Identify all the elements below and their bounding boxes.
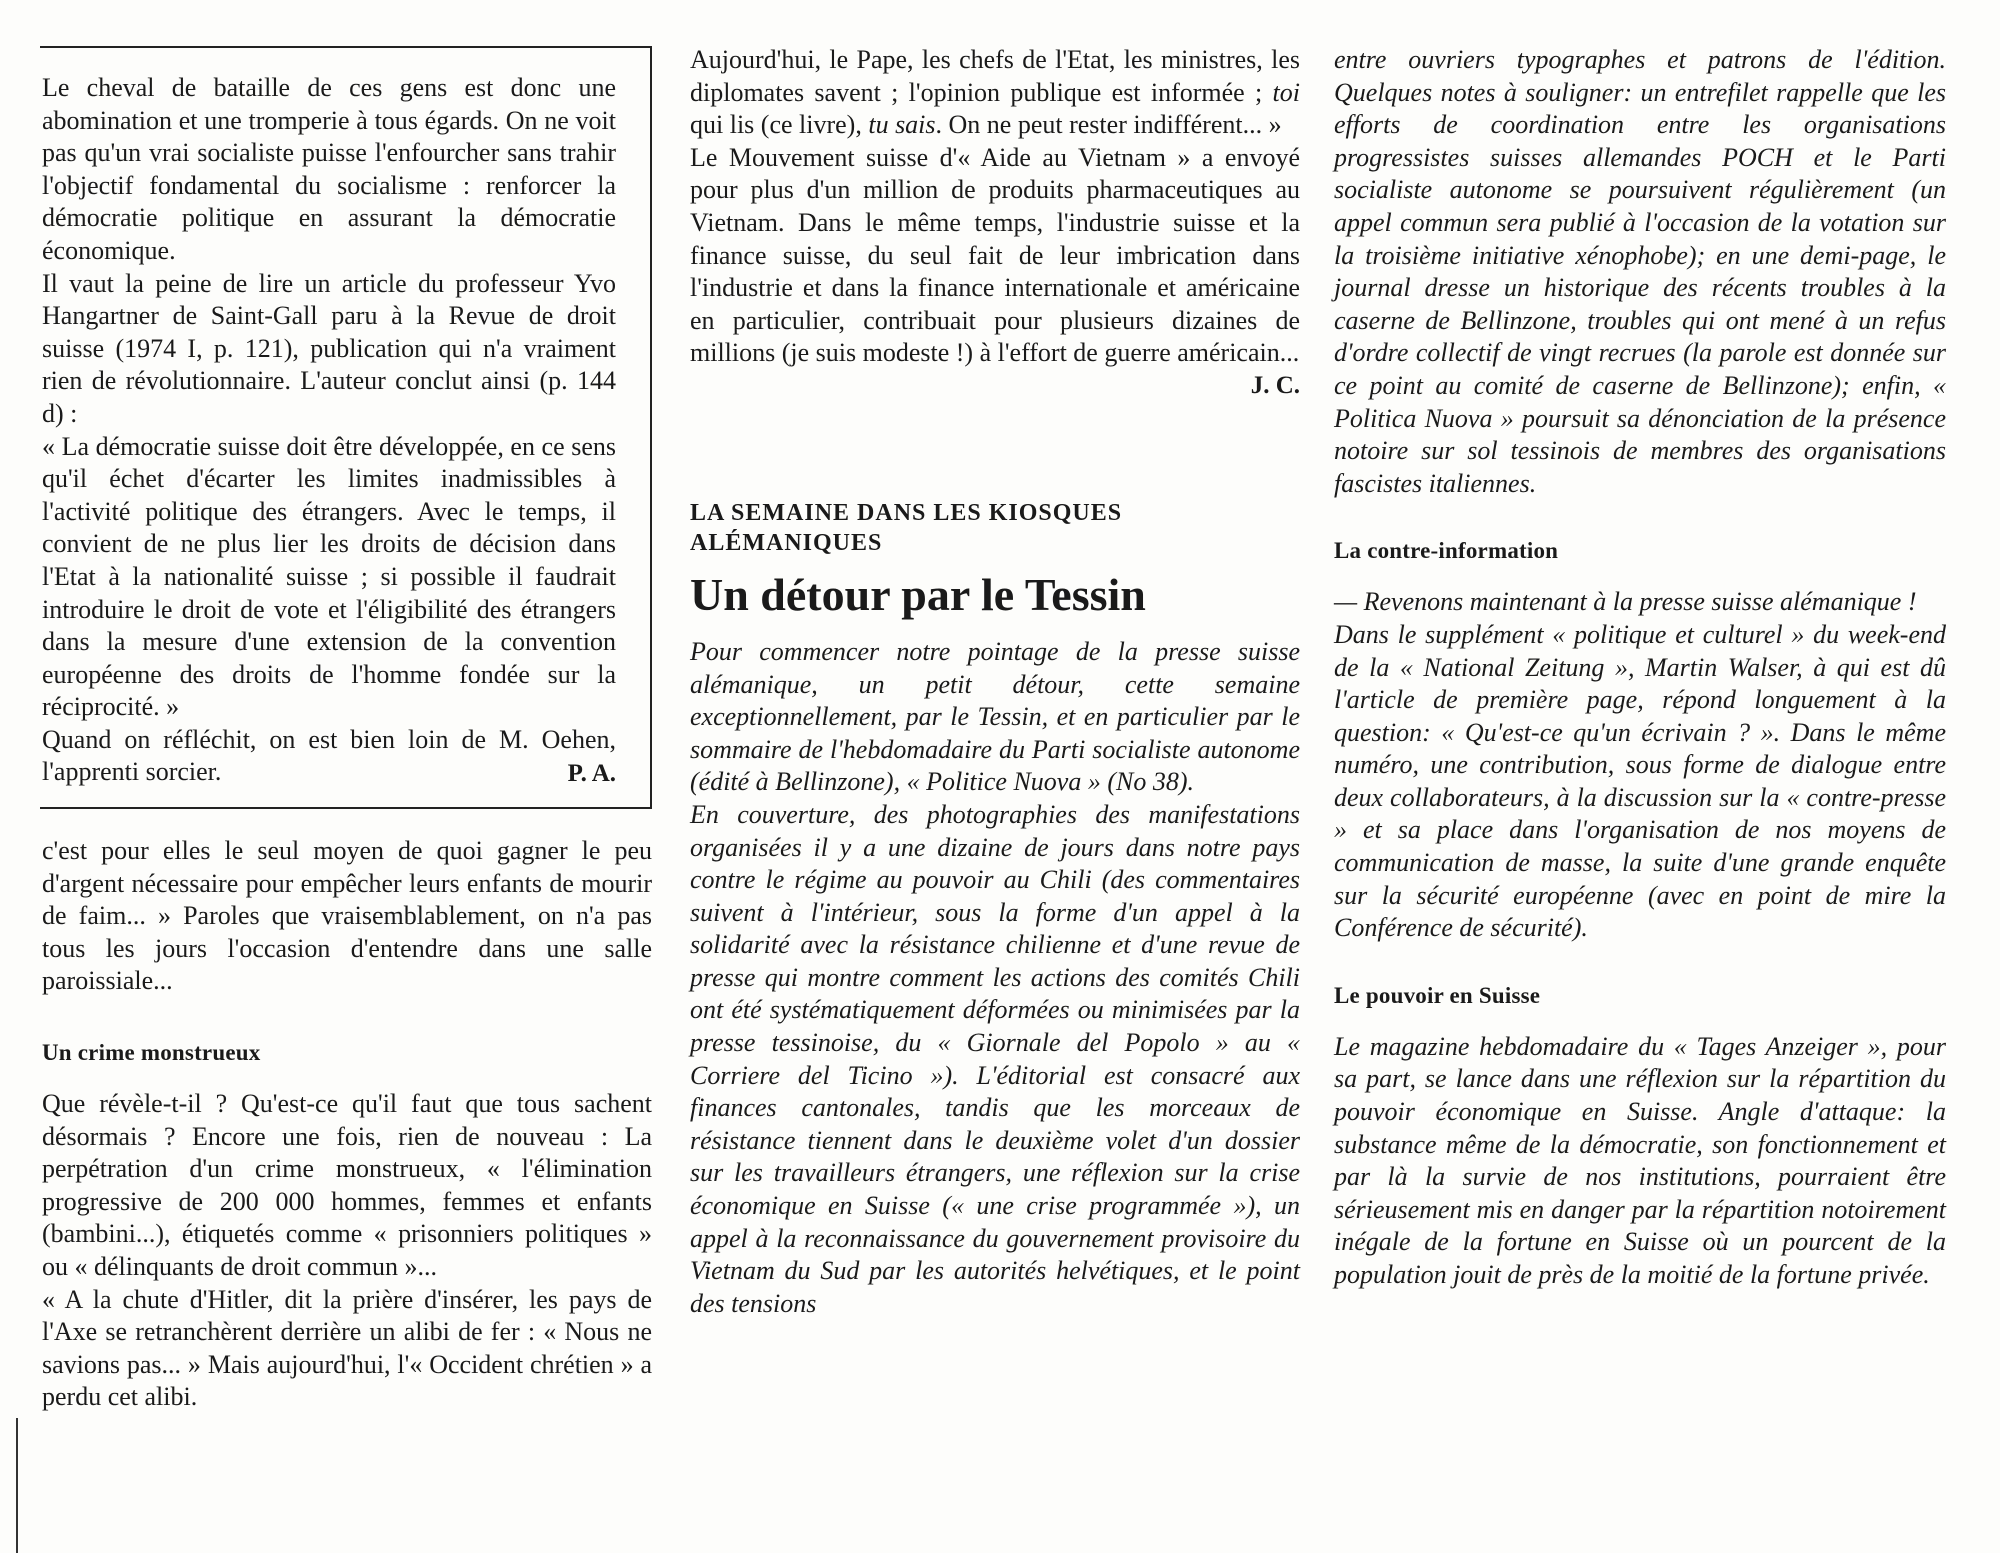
intro-paragraph-2: Le Mouvement suisse d'« Aide au Vietnam » a envoyé pour plus d'un million de produits pharmaceutiques au Vietnam. Dans le même temps, l'industrie suisse et la finance suisse, du seul fait de leur imbrication dans l'industrie et dans la finance internationale et américaine en particulier, contribuait pour plusieurs dizaines de millions (je suis modeste !) à l'effort de guerre américain... (690, 142, 1300, 368)
contre-info-paragraph-2: Dans le supplément « politique et culturel » du week-end de la « National Zeitung », Martin Walser, à qui est dû l'article de première page, répond longuement à la question: « Qu'est-ce qu'un écrivain ? ». Dans le même numéro, une contribution, sous forme de dialogue entre deux collaborateurs, à la discussion sur la « contre-presse » et sa place dans l'organisation de nos moyens de communication de masse, la suite d'une grande enquête sur la sécurité européenne (avec en point de mire la Conférence de sécurité). (1334, 619, 1946, 943)
intro-paragraph-1 (690, 44, 1300, 142)
article-body: En couverture, des photographies des manifestations organisées il y a une dizaine de jours dans notre pays contre le régime au pouvoir au Chili (des commentaires suivent à l'intérieur, sous la forme d'un appel à la solidarité avec la résistance chilienne et d'une revue de presse qui montre comment les actions des comités Chili ont été systématiquement déformées ou minimisées par la presse tessinoise, du « Giornale del Popolo » au « Corriere del Ticino »). L'éditorial est consacré aux finances cantonales, tandis que les morceaux de résistance tiennent dans le deuxième volet d'un dossier sur les travailleurs étrangers, une réflexion sur la crise économique en Suisse (« une crise programmée »), un appel à la reconnaissance du gouvernement provisoire du Vietnam du Sud par les autorités helvétiques, et le point des tensions (690, 799, 1300, 1318)
intro-text-tusais: tu sais (868, 110, 936, 140)
intro-text-toi: toi (1272, 77, 1300, 107)
box-paragraph-2: Il vaut la peine de lire un article du professeur Yvo Hangartner de Saint-Gall paru à la Revue de droit suisse (1974 I, p. 121), publication qui n'a vraiment rien de révolutionnaire. L'auteur conclut ainsi (p. 144 d) : (42, 268, 616, 428)
crime-paragraph-1: Que révèle-t-il ? Qu'est-ce qu'il faut que tous sachent désormais ? Encore une fois, rien de nouveau : La perpétration d'un crime monstrueux, « l'élimination progressive de 200 000 hommes, femmes et enfants (bambini...), étiquetés comme « prisonniers politiques » ou « délinquants de droit commun »... (42, 1089, 652, 1281)
article-lead: Pour commencer notre pointage de la presse suisse alémanique, un petit détour, cette semaine exceptionnellement, par le Tessin, et en particulier par le sommaire de l'hebdomadaire du Parti socialiste autonome (édité à Bellinzone), « Politice Nuova » (No 38). (690, 636, 1300, 797)
continuation-paragraph: entre ouvriers typographes et patrons de l'édition. Quelques notes à souligner: un entrefilet rappelle que les efforts de coordination entre les organisations progressistes suisses allemandes POCH et le Parti socialiste autonome se poursuivent régulièrement (un appel commun sera publié à l'occasion de la votation sur la troisième initiative xénophobe); en une demi-page, le journal dresse un historique des récents troubles à la caserne de Bellinzone, troubles qui ont mené à un refus d'ordre collectif de vingt recrues (la parole est donnée sur ce point au comité de caserne de Bellinzone); enfin, « Politica Nuova » poursuit sa dénonciation de la présence notoire sur sol tessinois de membres des organisations fascistes italiennes. (1334, 45, 1946, 498)
crime-paragraph-2: « A la chute d'Hitler, dit la prière d'insérer, les pays de l'Axe se retranchèrent derrière un alibi de fer : « Nous ne savions pas... » Mais aujourd'hui, l'« Occident chrétien » a perdu cet alibi. (42, 1284, 652, 1412)
box-paragraph-1: Le cheval de bataille de ces gens est donc une abomination et une tromperie à tous égards. On ne voit pas qu'un vrai socialiste puisse l'enfourcher sans trahir l'objectif fondamental du socialisme : renforcer la démocratie politique en assurant la démocratie économique. (42, 73, 616, 265)
intro-text-b: qui lis (ce livre), (690, 110, 869, 140)
signature-jc: J. C. (1250, 371, 1300, 399)
column-left (42, 46, 652, 1414)
box-paragraph-4: Quand on réfléchit, on est bien loin de M. Oehen, l'apprenti sorcier. (42, 724, 616, 787)
after-box-paragraph: c'est pour elles le seul moyen de quoi gagner le peu d'argent nécessaire pour empêcher leurs enfants de mourir de faim... » Paroles que vraisemblablement, on n'a pas tous les jours l'occasion d'entendre dans une salle paroissiale... (42, 836, 652, 996)
pouvoir-paragraph: Le magazine hebdomadaire du « Tages Anzeiger », pour sa part, se lance dans une réflexion sur la répartition du pouvoir économique en Suisse. Angle d'attaque: la substance même de la démocratie, son fonctionnement et par là la survie de nos institutions, pourraient être sérieusement mis en danger par la répartition notoirement inégale de la fortune en Suisse où un pourcent de la population jouit de près de la moitié de la fortune privée. (1334, 1031, 1946, 1289)
intro-text-c: . On ne peut rester indifférent... » (935, 110, 1282, 140)
subheading-contre-information: La contre-information (1334, 538, 1559, 564)
column-right (1334, 44, 1946, 1292)
boxed-article (40, 46, 652, 809)
article-headline: Un détour par le Tessin (690, 568, 1146, 620)
box-paragraph-3: « La démocratie suisse doit être développée, en ce sens qu'il échet d'écarter les limites inadmissibles à l'activité politique des étrangers. Avec le temps, il convient de ne plus lier les droits de décision dans l'Etat à la nationalité suisse ; si possible il faudrait introduire le droit de vote et l'éligibilité des étrangers dans la mesure d'une extension de la convention européenne des droits de l'homme fondée sur la réciprocité. » (42, 431, 616, 722)
subheading-crime: Un crime monstrueux (42, 1040, 261, 1066)
section-kicker: LA SEMAINE DANS LES KIOSQUES ALÉMANIQUES (690, 499, 1123, 556)
contre-info-paragraph-1: — Revenons maintenant à la presse suisse alémanique ! (1334, 587, 1917, 617)
box-signature: P. A. (567, 760, 616, 788)
subheading-pouvoir: Le pouvoir en Suisse (1334, 982, 1541, 1008)
left-margin-rule (16, 1418, 18, 1553)
intro-text-a: Aujourd'hui, le Pape, les chefs de l'Etat, les ministres, les diplomates savent ; l'opinion publique est informée ; (690, 45, 1300, 107)
column-middle (690, 44, 1300, 1320)
